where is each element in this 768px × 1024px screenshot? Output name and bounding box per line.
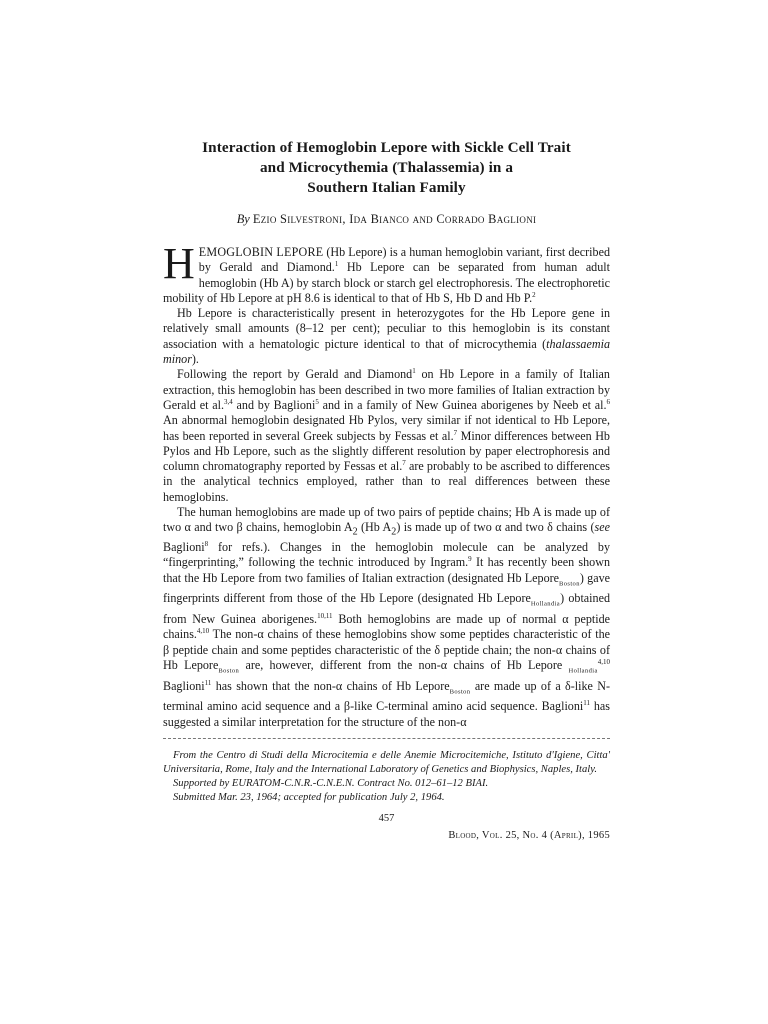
citation-sup: 3,4 bbox=[223, 397, 233, 406]
subscript-boston: Boston bbox=[449, 688, 471, 696]
byline-authors: Ezio Silvestroni, Ida Bianco and Corrado Baglioni bbox=[252, 212, 537, 226]
citation-sup: 10,11 bbox=[317, 612, 333, 621]
paragraph-4-text: for refs.). Changes in the hemoglobin molecule can be analyzed by “fingerprinting,” following the technic introduced by Ingram. bbox=[163, 540, 610, 570]
citation-sup: 9 bbox=[468, 555, 472, 564]
citation-sup: 8 bbox=[204, 540, 209, 549]
paragraph-4 bbox=[163, 505, 610, 730]
paragraph-4-text: The non-α chains of these hemoglobins show some peptides characteristic of the β peptide chain and some peptides characteristic of the δ peptide chain; the non-α chains of Hb Lepore bbox=[163, 627, 610, 672]
citation-sup: 1 bbox=[412, 367, 416, 376]
paragraph-3-text: and in a family of New Guinea aborigenes by Neeb et al. bbox=[318, 397, 607, 412]
paragraph-2-text-b: ). bbox=[191, 352, 199, 367]
footnote-divider bbox=[163, 738, 610, 739]
page-number: 457 bbox=[378, 812, 395, 824]
footnotes bbox=[163, 749, 610, 805]
paragraph-1-lead: EMOGLOBIN LEPORE bbox=[198, 245, 324, 259]
drop-cap: H bbox=[163, 239, 195, 288]
citation-sup: 7 bbox=[402, 459, 406, 468]
paragraph-3-text: An abnormal hemoglobin designated Hb Pylos, very similar if not identical to Hb Lepore, has been reported in several Greek subjects by Fessas et al. bbox=[163, 413, 610, 443]
paragraph-3-text: and by Baglioni bbox=[232, 397, 316, 412]
subscript-hollandia: Hollandia bbox=[530, 600, 561, 608]
citation-sup: 1 bbox=[334, 260, 339, 269]
citation-sup: 6 bbox=[606, 397, 611, 406]
paragraph-3-text: on Hb Lepore in a family of Italian extraction, this hemoglobin has been described in two more families of Italian extraction by Gerald et al. bbox=[163, 367, 610, 412]
paragraph-4-text: ) gave fingerprints different from those of the Hb Lepore (designated Hb Lepore bbox=[163, 570, 610, 606]
article-body bbox=[163, 239, 611, 730]
footnote-affiliation: From the Centro di Studi della Microcitemia e delle Anemie Microcitemiche, Istituto d'Igiene, Citta' Universitaria, Rome, Italy and the International Laboratory of Genetics and Biophysics, Naples, Italy. bbox=[163, 749, 610, 775]
paragraph-4-text: has shown that the non-α chains of Hb Lepore bbox=[211, 678, 450, 693]
citation-sup: 11 bbox=[204, 678, 212, 687]
byline-prefix: By bbox=[236, 212, 250, 226]
footnote-support: Supported by EURATOM-C.N.R.-C.N.E.N. Contract No. 012–61–12 BIAI. bbox=[173, 777, 489, 789]
paragraph-4-text: The human hemoglobins are made up of two pairs of peptide chains; Hb A is made up of two α and two β chains, hemoglobin A bbox=[163, 505, 610, 535]
paragraph-4-text: Both hemoglobins are made up of normal α peptide chains. bbox=[163, 612, 610, 642]
article-title bbox=[163, 138, 610, 198]
citation-sup: 11 bbox=[583, 699, 591, 708]
subscript: 2 bbox=[391, 526, 397, 538]
paragraph-4-text: Baglioni bbox=[163, 678, 205, 693]
paragraph-4-text: (Hb A bbox=[357, 520, 392, 535]
subscript-hollandia: Hollandia bbox=[568, 667, 598, 675]
title-line-2: and Microcythemia (Thalassemia) in a bbox=[259, 159, 514, 176]
citation-sup: 7 bbox=[453, 428, 458, 437]
title-line-1: Interaction of Hemoglobin Lepore with Sickle Cell Trait bbox=[202, 139, 571, 156]
paragraph-3-text: are probably to be ascribed to differences in the analytical technics employed, rather than to real differences between these hemoglobins. bbox=[163, 459, 610, 504]
paragraph-2-italic: thalassaemia minor bbox=[163, 336, 610, 367]
subscript-boston: Boston bbox=[559, 580, 580, 588]
article-page bbox=[163, 138, 610, 841]
paragraph-4-text: It has recently been shown that the Hb Lepore from two families of Italian extraction (designated Hb Lepore bbox=[163, 555, 610, 585]
paragraph-4-text: are made up of a δ-like N-terminal amino acid sequence and a β-like C-terminal amino acid sequence. Baglioni bbox=[163, 678, 610, 714]
paragraph-1-text-a: (Hb Lepore) is a human hemoglobin variant, first decribed by Gerald and Diamond. bbox=[198, 245, 610, 275]
paragraph-4-text: has suggested a similar interpretation for the structure of the non-α bbox=[163, 699, 610, 729]
citation-sup: 4,10 bbox=[196, 627, 210, 636]
paragraph-4-text: ) obtained from New Guinea aborigenes. bbox=[163, 591, 610, 627]
paragraph-1-text-b: Hb Lepore can be separated from human adult hemoglobin (Hb A) by starch block or starch gel electrophoresis. The electrophoretic mobility of Hb Lepore at pH 8.6 is identical to that of Hb S, Hb D and Hb P. bbox=[163, 260, 610, 305]
title-line-3: Southern Italian Family bbox=[307, 179, 466, 196]
subscript-boston: Boston bbox=[218, 667, 240, 675]
paragraph-1 bbox=[163, 239, 610, 306]
paragraph-4-text: ) is made up of two α and two δ chains ( bbox=[396, 520, 595, 535]
paragraph-4-text: are, however, different from the non-α chains of Hb Lepore bbox=[239, 657, 569, 672]
citation-sup: 4,10 bbox=[597, 657, 610, 666]
paragraph-3 bbox=[163, 367, 610, 505]
paragraph-4-text: Baglioni bbox=[163, 540, 205, 555]
paragraph-2-text-a: Hb Lepore is characteristically present in heterozygotes for the Hb Lepore gene in relatively small amounts (8–12 per cent); peculiar to this hemoglobin is its constant association with a hematologic picture identical to that of microcythemia ( bbox=[163, 306, 610, 351]
subscript: 2 bbox=[352, 526, 358, 538]
paragraph-3-text: Following the report by Gerald and Diamond bbox=[177, 367, 413, 382]
citation-sup: 5 bbox=[315, 397, 319, 406]
see-italic: see bbox=[594, 520, 610, 535]
citation-sup: 2 bbox=[532, 290, 536, 299]
byline bbox=[163, 212, 610, 227]
journal-citation: Blood, Vol. 25, No. 4 (April), 1965 bbox=[448, 829, 610, 841]
paragraph-2 bbox=[163, 306, 610, 367]
paragraph-3-text: Minor differences between Hb Pylos and Hb Lepore, such as the slightly different resolution by paper electrophoresis and column chromatography reported by Fessas et al. bbox=[163, 428, 610, 474]
footnote-submitted: Submitted Mar. 23, 1964; accepted for publication July 2, 1964. bbox=[173, 791, 445, 803]
